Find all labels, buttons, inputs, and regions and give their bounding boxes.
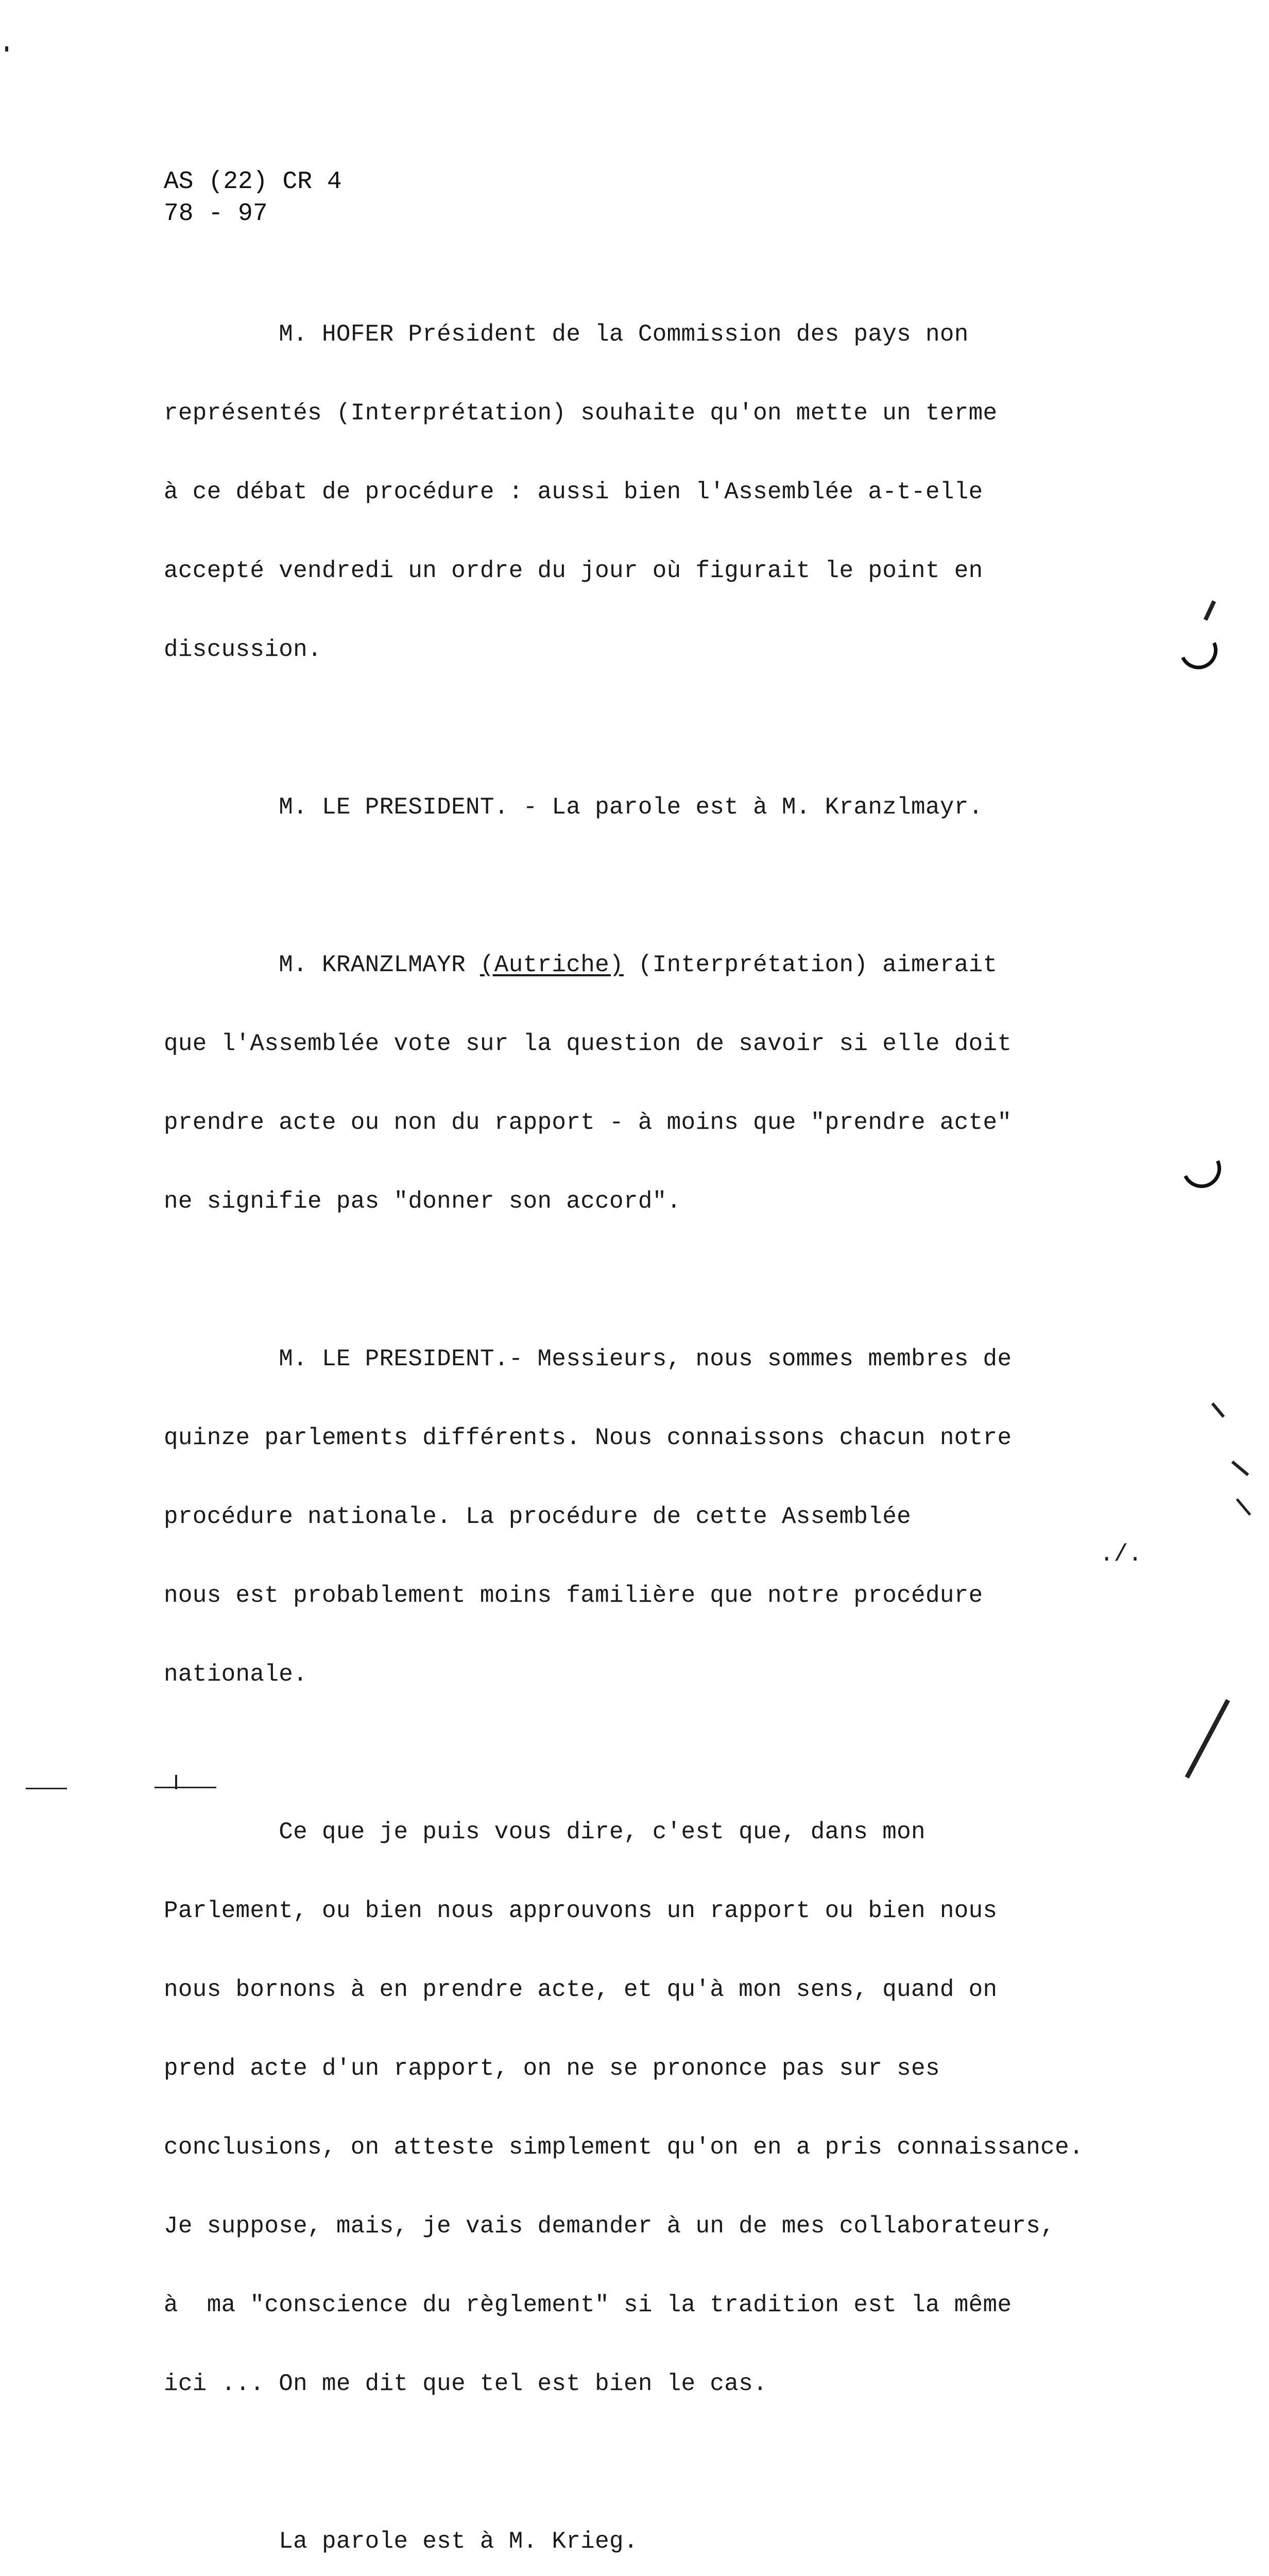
scan-mark-stroke (1204, 600, 1216, 621)
document-body (164, 269, 1173, 2576)
reference-pages: 78 - 97 (164, 200, 268, 228)
scan-mark-stroke (1236, 1498, 1251, 1516)
text-line: nationale. (164, 1661, 308, 1688)
text-line: M. HOFER Président de la Commission des pays non (164, 321, 969, 348)
text-line: que l'Assemblée vote sur la question de savoir si elle doit (164, 1030, 1012, 1057)
text-line: ne signifie pas "donner son accord". (164, 1188, 681, 1215)
text-line: Parlement, ou bien nous approuvons un rapport ou bien nous (164, 1897, 998, 1924)
text-line (164, 952, 1173, 978)
scan-mark-arc (1174, 626, 1223, 675)
text-line: prendre acte ou non du rapport - à moins que "prendre acte" (164, 1109, 1012, 1136)
paragraph-hofer (164, 269, 1173, 716)
scan-mark-arc (1176, 1143, 1226, 1193)
text-line: procédure nationale. La procédure de cette Assemblée (164, 1503, 912, 1530)
text-line: à ma "conscience du règlement" si la tradition est la même (164, 2292, 1012, 2318)
speaker-name: M. KRANZLMAYR (164, 952, 480, 978)
reference-code: AS (22) CR 4 (164, 168, 342, 196)
text-line: conclusions, on atteste simplement qu'on en a pris connaissance. (164, 2134, 1084, 2161)
scan-mark-stroke (155, 1787, 216, 1788)
text-line: M. LE PRESIDENT.- Messieurs, nous sommes membres de (164, 1346, 1012, 1372)
continuation-mark: ./. (1100, 1541, 1142, 1568)
scan-mark-stroke (1211, 1402, 1225, 1418)
text-line: représentés (Interprétation) souhaite qu'on mette un terme (164, 400, 998, 427)
scan-mark-stroke (1231, 1461, 1249, 1476)
text-line: M. LE PRESIDENT. - La parole est à M. Kranzlmayr. (164, 794, 983, 821)
scan-mark-stroke (175, 1775, 177, 1789)
text-line: accepté vendredi un ordre du jour où figurait le point en (164, 557, 983, 584)
document-reference (164, 166, 342, 230)
paragraph-president-4 (164, 2476, 1173, 2576)
speaker-country: (Autriche) (479, 952, 624, 978)
text-fragment: (Interprétation) aimerait (623, 952, 998, 978)
paragraph-president-3 (164, 1767, 1173, 2450)
text-line: nous est probablement moins familière que notre procédure (164, 1582, 983, 1609)
text-line: discussion. (164, 636, 322, 663)
text-line: ici ... On me dit que tel est bien le cas. (164, 2370, 767, 2397)
text-line: prend acte d'un rapport, on ne se prononce pas sur ses (164, 2055, 940, 2082)
text-line: Ce que je puis vous dire, c'est que, dans mon (164, 1819, 925, 1845)
paragraph-president-1 (164, 742, 1173, 873)
text-line: nous bornons à en prendre acte, et qu'à mon sens, quand on (164, 1976, 998, 2003)
scan-mark-stroke (5, 46, 8, 52)
text-line: Je suppose, mais, je vais demander à un de mes collaborateurs, (164, 2213, 1055, 2240)
text-line: quinze parlements différents. Nous connaissons chacun notre (164, 1425, 1012, 1451)
scan-mark-stroke (1185, 1699, 1230, 1778)
paragraph-president-2 (164, 1294, 1173, 1740)
scan-mark-stroke (26, 1788, 67, 1789)
paragraph-kranzlmayr (164, 900, 1173, 1267)
text-line: La parole est à M. Krieg. (164, 2528, 638, 2555)
text-line: à ce débat de procédure : aussi bien l'Assemblée a-t-elle (164, 479, 983, 505)
